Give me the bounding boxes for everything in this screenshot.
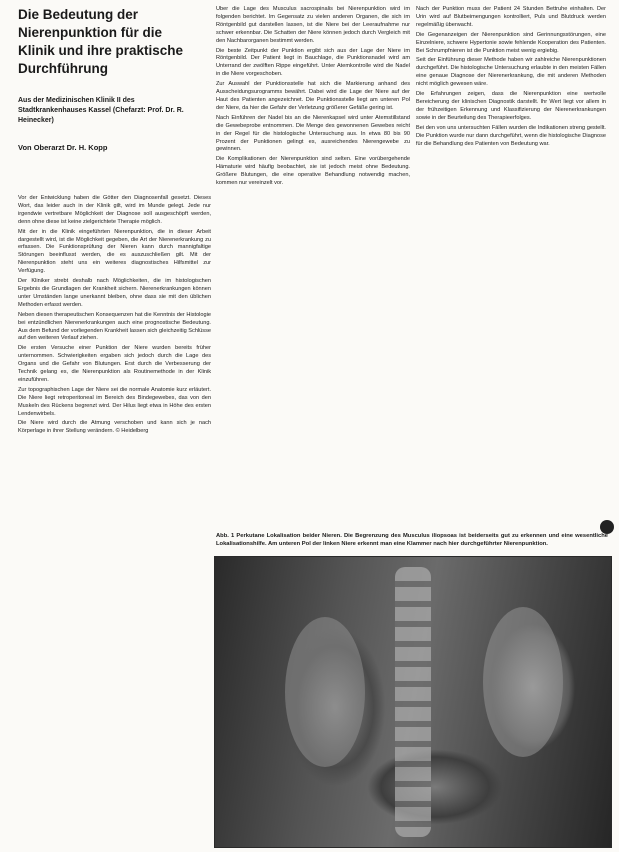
- paragraph: Der Kliniker strebt deshalb nach Möglichkeiten, die im histologischen Ergebnis die Grundlagen der Krankheit sichern. Nierenerkrankungen können unter Umständen lange unerkannt bleiben, ohne dass sie mit den üblichen Methoden erfasst werden.: [18, 278, 211, 308]
- paragraph: Nach der Punktion muss der Patient 24 Stunden Bettruhe einhalten. Der Urin wird auf Blutbeimengungen kontrolliert, Puls und Blutdruck werden regelmäßig überwacht.: [416, 6, 606, 28]
- paragraph: Zur topographischen Lage der Niere sei die normale Anatomie kurz erläutert. Die Niere liegt retroperitoneal im Bereich des Bindegewebes, das von den Muskeln des Rückens begrenzt wird. Der Hilus liegt etwa in Höhe des ersten Lendenwirbels.: [18, 386, 211, 417]
- text-column-1: [18, 195, 211, 843]
- affiliation: Aus der Medizinischen Klinik II des Stadtkrankenhauses Kassel (Chefarzt: Prof. Dr. R. Heinecker): [18, 97, 184, 124]
- text-column-2: [216, 6, 410, 518]
- paragraph: Zur Auswahl der Punktionsstelle hat sich die Markierung anhand des Ausscheidungsurogramms bewährt. Dabei wird die Lage der Niere auf der Haut des Patienten angezeichnet. Die Punktionsstelle liegt am unteren Pol der Niere, da hier die Gefahr der Verletzung größerer Gefäße gering ist.: [216, 81, 410, 111]
- paragraph: Vor der Entwicklung haben die Götter den Diagnosenfall gesetzt. Dieses Wort, das leider auch in der Klinik gilt, wird im Munde gelegt. Jede nur irgendwie vertretbare Möglichkeit der Diagnose soll ausgeschöpft werden, denn ohne diese ist keine zielgerichtete Therapie möglich.: [18, 195, 211, 225]
- spine-shadow: [395, 567, 431, 837]
- paragraph: Über die Lage des Musculus sacrospinalis bei Nierenpunktion wird im folgenden berichtet. Im Gegensatz zu vielen anderen Organen, die sich im Röntgenbild gut darstellen lassen, ist die Niere bei der Leeraufnahme nur schwer erkennbar. Die Schatten der Niere können jedoch durch Vergleich mit den Nachbarorganen bestimmt werden.: [216, 6, 410, 44]
- paragraph: Bei den von uns untersuchten Fällen wurden die Indikationen streng gestellt. Die Punktion wurde nur dann durchgeführt, wenn die histologische Diagnose für die Behandlung des Patienten von Bedeutung war.: [416, 124, 606, 147]
- paragraph: Die ersten Versuche einer Punktion der Niere wurden bereits früher unternommen. Schwierigkeiten ergaben sich jedoch durch die Lage des Organs und die Gefahr von Blutungen. Erst durch die Verbesserung der Technik gelang es, die Nierenpunktion als Routinemethode in der Klinik einzuführen.: [18, 345, 211, 383]
- paragraph: Die Komplikationen der Nierenpunktion sind selten. Eine vorübergehende Hämaturie wird häufig beobachtet, sie ist jedoch meist ohne Bedeutung. Größere Blutungen, die eine operative Behandlung notwendig machen, kommen nur vereinzelt vor.: [216, 156, 410, 187]
- figure-caption: Abb. 1 Perkutane Lokalisation beider Nieren. Die Begrenzung des Musculus iliopsoas ist beiderseits gut zu erkennen und eine wesentliche Lokalisationshilfe. Am unteren Pol der linken Niere erkennt man eine Klammer nach hier durchgeführter Nierenpunktion.: [216, 533, 608, 547]
- article-title: Die Bedeutung der Nierenpunktion für die Klinik und ihre praktische Durchführung: [18, 7, 184, 76]
- right-kidney-shadow: [483, 607, 563, 757]
- paragraph: Seit der Einführung dieser Methode haben wir zahlreiche Nierenpunktionen durchgeführt. Die histologische Untersuchung erlaubte in den meisten Fällen eine genaue Diagnose der Nierenerkrankung, die mit anderen Methoden nicht möglich gewesen wäre.: [416, 57, 606, 88]
- paragraph: Die Erfahrungen zeigen, dass die Nierenpunktion eine wertvolle Bereicherung der klinischen Diagnostik darstellt. Ihr Wert liegt vor allem in der frühzeitigen Erkennung und Klassifizierung der Nierenerkrankungen sowie in der Beurteilung des Therapieerfolges.: [416, 91, 606, 121]
- left-kidney-shadow: [285, 617, 365, 767]
- paragraph: Neben diesen therapeutischen Konsequenzen hat die Kenntnis der Histologie bei entzündlichen Nierenerkrankungen auch eine prognostische Bedeutung. Aus dem Befund der vorliegenden Krankheit lassen sich gleichzeitig Schlüsse auf den weiteren Verlauf ziehen.: [18, 311, 211, 342]
- text-column-3: [416, 6, 606, 518]
- author-line: Von Oberarzt Dr. H. Kopp: [18, 143, 108, 152]
- paragraph: Die beste Zeitpunkt der Punktion ergibt sich aus der Lage der Niere im Röntgenbild. Der Patient liegt in Bauchlage, die Punktionsnadel wird am Unterrand der zwölften Rippe eingeführt. Unter Atemkontrolle wird die Nadel in die Niere vorgeschoben.: [216, 47, 410, 78]
- paragraph: Die Gegenanzeigen der Nierenpunktion sind Gerinnungsstörungen, eine Einzelniere, schwere Hypertonie sowie fehlende Kooperation des Patienten. Bei Schrumpfnieren ist die Punktion meist wenig ergiebig.: [416, 31, 606, 54]
- paragraph: Mit der in die Klinik eingeführten Nierenpunktion, die in dieser Arbeit dargestellt wird, ist die Möglichkeit gegeben, die Art der Nierenerkrankung zu erfassen. Die Funktionsprüfung der Nieren kann durch mannigfaltige Störungen beeinflusst werden, die es auszuschließen gilt. Mit der Nierenpunktion steht uns ein weiteres diagnostisches Hilfsmittel zur Verfügung.: [18, 228, 211, 275]
- x-ray-image: [214, 556, 612, 848]
- page-marker-dot: [600, 520, 614, 534]
- paragraph: Nach Einführen der Nadel bis an die Nierenkapsel wird unter Atemstillstand die Gewebeprobe entnommen. Die Menge des gewonnenen Gewebes reicht in der Regel für die histologische Untersuchung aus. In etwa 80 bis 90 Prozent der Punktionen gelingt es, ausreichendes Nierengewebe zu gewinnen.: [216, 114, 410, 153]
- paragraph: Die Niere wird durch die Atmung verschoben und kann sich je nach Körperlage in ihrer Stellung verändern. © Heidelberg: [18, 420, 211, 435]
